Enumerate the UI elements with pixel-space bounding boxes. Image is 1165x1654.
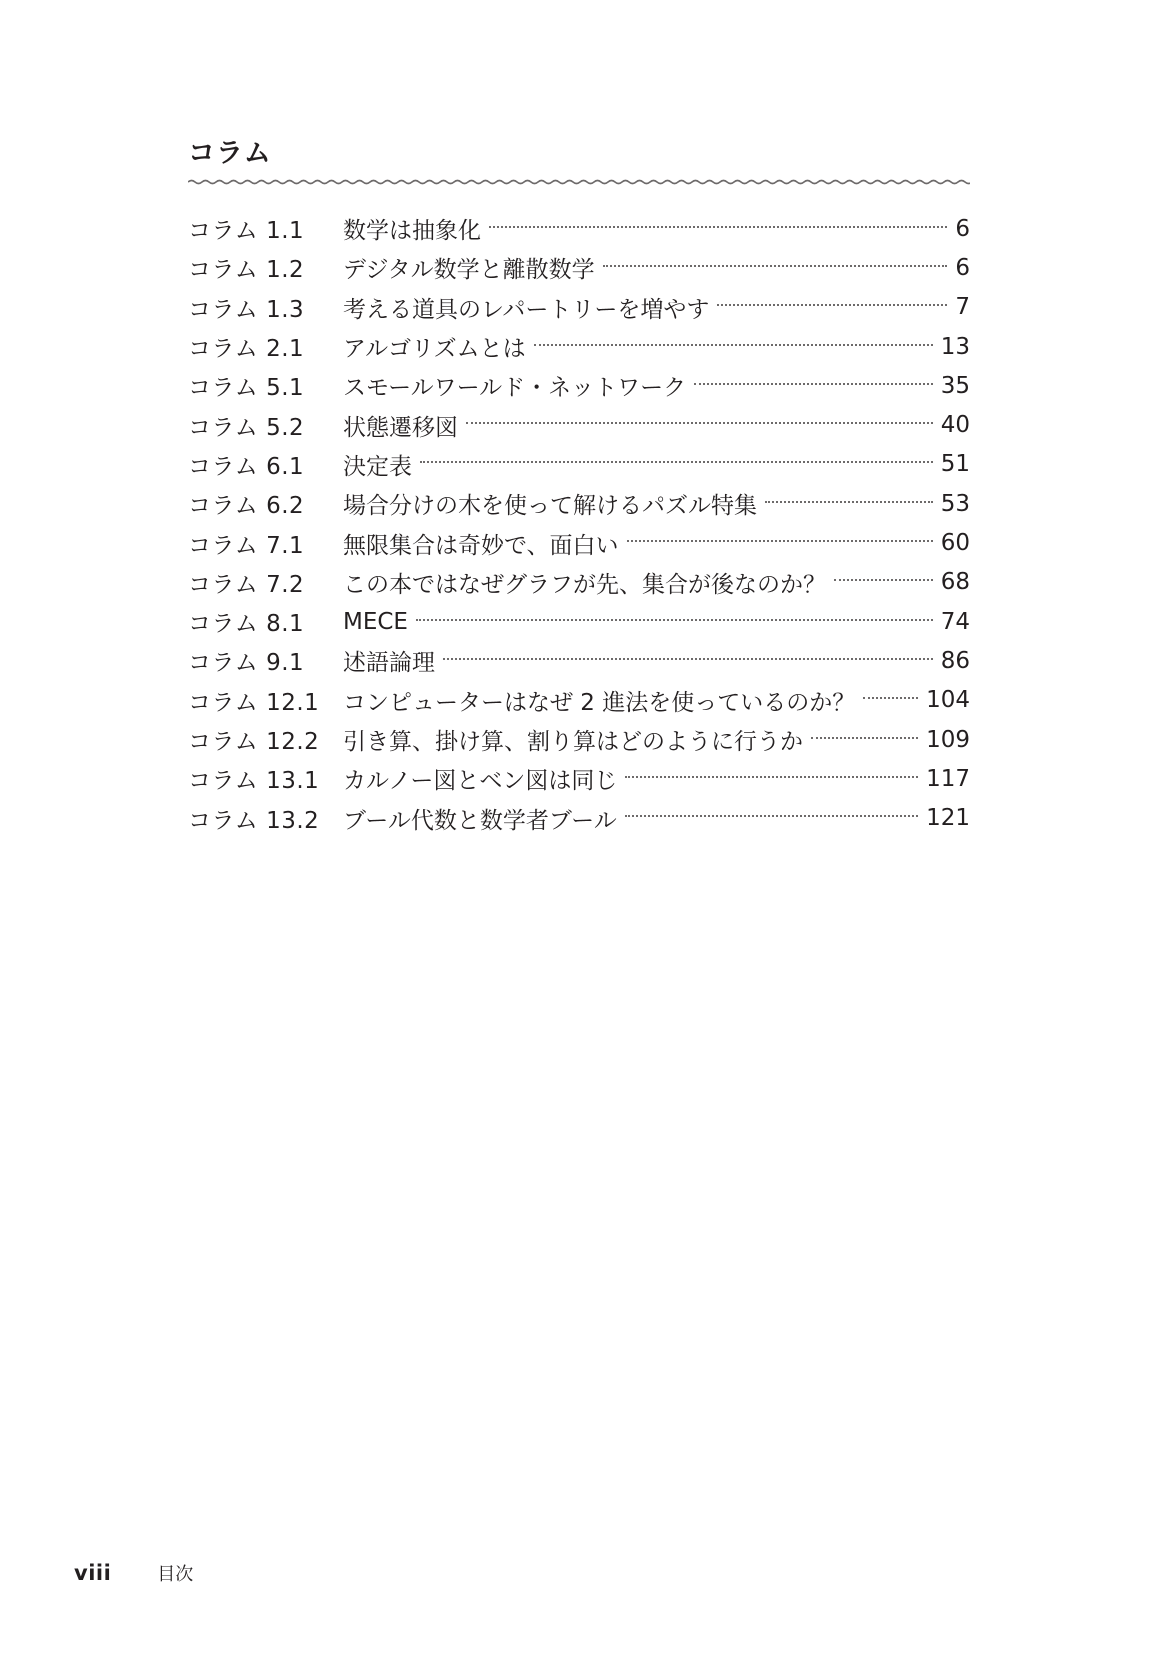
column-title: 述語論理 bbox=[343, 650, 435, 677]
dot-leader bbox=[765, 501, 933, 503]
column-title: コンピューターはなぜ 2 進法を使っているのか？ bbox=[343, 689, 856, 716]
column-title: MECE bbox=[343, 608, 408, 635]
page-footer bbox=[74, 1560, 193, 1586]
column-number: コラム 12.2 bbox=[188, 729, 320, 755]
toc-entry[interactable] bbox=[188, 563, 970, 602]
dot-leader bbox=[627, 540, 933, 542]
column-number: コラム 13.2 bbox=[188, 807, 320, 834]
column-title: 考える道具のレパートリーを増やす bbox=[343, 296, 710, 323]
column-title: 数学は抽象化 bbox=[343, 218, 481, 245]
dot-leader bbox=[443, 658, 933, 660]
running-head: 目次 bbox=[157, 1564, 194, 1585]
toc-entry[interactable] bbox=[188, 759, 970, 798]
page-ref: 6 bbox=[955, 254, 970, 281]
dot-leader bbox=[625, 776, 918, 778]
column-number: コラム 5.2 bbox=[188, 414, 305, 441]
dot-leader bbox=[603, 265, 948, 267]
page-ref: 7 bbox=[955, 294, 970, 321]
toc-entry[interactable] bbox=[188, 484, 970, 523]
page-ref: 74 bbox=[940, 608, 970, 635]
dot-leader bbox=[834, 579, 933, 581]
page-ref: 6 bbox=[955, 215, 970, 242]
toc-entry[interactable] bbox=[188, 405, 970, 444]
toc-entry[interactable] bbox=[188, 681, 970, 720]
column-number: コラム 6.2 bbox=[188, 493, 305, 520]
dot-leader bbox=[811, 737, 918, 739]
column-number: コラム 1.3 bbox=[188, 296, 305, 323]
toc-entry[interactable] bbox=[188, 209, 970, 248]
dot-leader bbox=[863, 697, 918, 699]
page-ref: 117 bbox=[926, 765, 970, 792]
dot-leader bbox=[466, 422, 933, 424]
dot-leader bbox=[625, 815, 918, 817]
toc-entry[interactable] bbox=[188, 523, 970, 562]
column-title: ブール代数と数学者ブール bbox=[343, 807, 617, 834]
column-number: コラム 6.1 bbox=[188, 453, 305, 480]
page-ref: 35 bbox=[940, 372, 970, 399]
column-title: この本ではなぜグラフが先、集合が後なのか？ bbox=[343, 571, 826, 598]
column-title: アルゴリズムとは bbox=[343, 336, 526, 363]
page-ref: 121 bbox=[926, 805, 970, 832]
column-title: カルノー図とベン図は同じ bbox=[343, 768, 618, 795]
toc-entry[interactable] bbox=[188, 602, 970, 641]
toc-entry[interactable] bbox=[188, 327, 970, 366]
column-title: 場合分けの木を使って解けるパズル特集 bbox=[343, 493, 757, 520]
column-number: コラム 9.1 bbox=[188, 650, 305, 677]
column-number: コラム 2.1 bbox=[188, 336, 305, 363]
page-ref: 51 bbox=[940, 451, 970, 478]
column-number: コラム 8.1 bbox=[188, 611, 305, 638]
dot-leader bbox=[489, 226, 947, 228]
column-number: コラム 7.2 bbox=[188, 571, 305, 598]
dot-leader bbox=[694, 383, 933, 385]
toc-entry[interactable] bbox=[188, 798, 970, 837]
column-title: スモールワールド・ネットワーク bbox=[343, 375, 687, 402]
toc-entry[interactable] bbox=[188, 288, 970, 327]
wavy-rule bbox=[188, 176, 970, 188]
toc-entry[interactable] bbox=[188, 445, 970, 484]
column-number: コラム 5.1 bbox=[188, 375, 305, 402]
toc-entry[interactable] bbox=[188, 366, 970, 405]
page-ref: 104 bbox=[926, 687, 970, 714]
page-ref: 40 bbox=[940, 412, 970, 439]
column-title: 引き算、掛け算、割り算はどのように行うか bbox=[343, 729, 803, 755]
dot-leader bbox=[717, 304, 947, 306]
dot-leader bbox=[420, 461, 933, 463]
column-number: コラム 1.1 bbox=[188, 218, 305, 245]
page-ref: 68 bbox=[940, 569, 970, 596]
toc-entry[interactable] bbox=[188, 641, 970, 680]
column-list bbox=[188, 209, 970, 838]
column-number: コラム 13.1 bbox=[188, 768, 320, 795]
toc-entry[interactable] bbox=[188, 248, 970, 287]
page-ref: 13 bbox=[940, 333, 970, 360]
page-ref: 109 bbox=[926, 726, 970, 753]
section-heading: コラム bbox=[188, 138, 272, 169]
column-title: 無限集合は奇妙で、面白い bbox=[343, 532, 619, 559]
page-ref: 60 bbox=[940, 530, 970, 557]
page-number: viii bbox=[74, 1561, 112, 1585]
column-title: 決定表 bbox=[343, 453, 412, 480]
toc-entry[interactable] bbox=[188, 720, 970, 759]
column-number: コラム 1.2 bbox=[188, 257, 305, 284]
column-number: コラム 12.1 bbox=[188, 689, 320, 716]
page-ref: 86 bbox=[940, 647, 970, 674]
page-ref: 53 bbox=[940, 490, 970, 517]
column-number: コラム 7.1 bbox=[188, 532, 305, 559]
column-title: 状態遷移図 bbox=[343, 414, 458, 441]
dot-leader bbox=[416, 619, 933, 621]
column-title: デジタル数学と離散数学 bbox=[343, 257, 595, 284]
dot-leader bbox=[534, 344, 933, 346]
